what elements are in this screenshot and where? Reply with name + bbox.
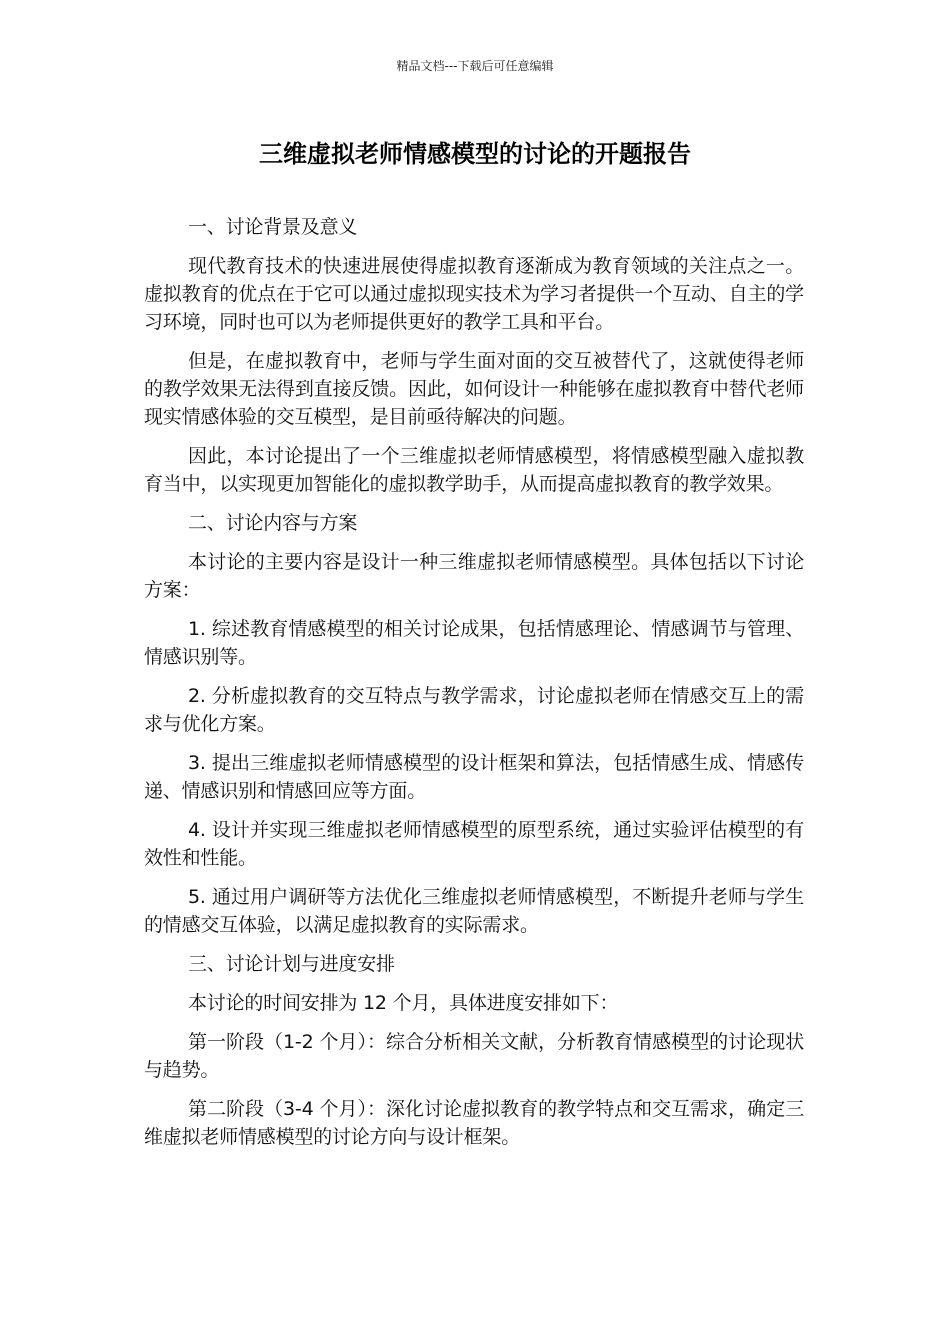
document-title: 三维虚拟老师情感模型的讨论的开题报告 [259,140,691,168]
section-heading: 三、讨论计划与进度安排 [188,953,395,975]
header-note: 精品文档---下载后可任意编辑 [396,59,554,73]
paragraph: 但是，在虚拟教育中，老师与学生面对面的交互被替代了，这就使得老师的教学效果无法得到直接反馈。因此，如何设计一种能够在虚拟教育中替代老师现实情感体验的交互模型，是目前亟待解决的问题。 [144,350,804,428]
list-item: 5. 通过用户调研等方法优化三维虚拟老师情感模型，不断提升老师与学生的情感交互体验，以满足虚拟教育的实际需求。 [144,886,804,936]
list-item: 3. 提出三维虚拟老师情感模型的设计框架和算法，包括情感生成、情感传递、情感识别和情感回应等方面。 [144,752,804,802]
paragraph: 本讨论的时间安排为 12 个月，具体进度安排如下： [188,992,619,1014]
paragraph: 本讨论的主要内容是设计一种三维虚拟老师情感模型。具体包括以下讨论方案： [144,551,804,601]
paragraph: 因此，本讨论提出了一个三维虚拟老师情感模型，将情感模型融入虚拟教育当中，以实现更加智能化的虚拟教学助手，从而提高虚拟教育的教学效果。 [144,445,804,495]
list-item: 2. 分析虚拟教育的交互特点与教学需求，讨论虚拟老师在情感交互上的需求与优化方案。 [144,685,804,735]
document-body [144,213,804,1162]
section-heading: 一、讨论背景及意义 [188,216,358,238]
schedule-item: 第一阶段（1-2 个月）：综合分析相关文献，分析教育情感模型的讨论现状与趋势。 [144,1031,804,1081]
schedule-item: 第二阶段（3-4 个月）：深化讨论虚拟教育的教学特点和交互需求，确定三维虚拟老师情感模型的讨论方向与设计框架。 [144,1098,804,1148]
list-item: 1. 综述教育情感模型的相关讨论成果，包括情感理论、情感调节与管理、情感识别等。 [144,618,804,668]
section-heading: 二、讨论内容与方案 [188,512,358,534]
list-item: 4. 设计并实现三维虚拟老师情感模型的原型系统，通过实验评估模型的有效性和性能。 [144,819,804,869]
paragraph: 现代教育技术的快速进展使得虚拟教育逐渐成为教育领域的关注点之一。虚拟教育的优点在于它可以通过虚拟现实技术为学习者提供一个互动、自主的学习环境，同时也可以为老师提供更好的教学工具和平台。 [144,255,804,333]
